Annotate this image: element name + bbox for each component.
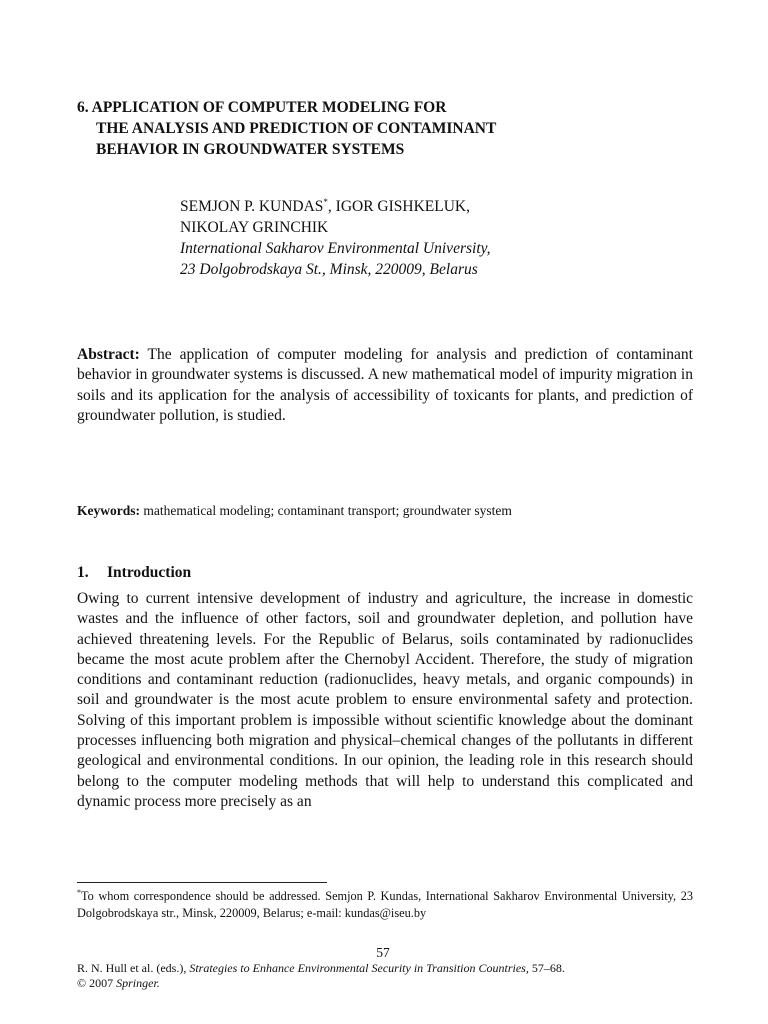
author-name-kundas: SEMJON P. KUNDAS bbox=[180, 198, 324, 215]
section-number: 1. bbox=[77, 563, 89, 581]
footnote-marker-inline: * bbox=[77, 887, 81, 897]
footnote bbox=[77, 888, 693, 922]
keywords-text: mathematical modeling; contaminant transport; groundwater system bbox=[143, 503, 512, 518]
abstract-text: The application of computer modeling for analysis and prediction of contaminant behavior in groundwater systems is discussed. A new mathematical model of impurity migration in soils and its application for the analysis of accessibility of toxicants for plants, and prediction of groundwater pollution, is studied. bbox=[77, 346, 693, 425]
affiliation-line-1: International Sakharov Environmental University, bbox=[180, 240, 491, 257]
citation-line-2 bbox=[77, 976, 717, 991]
copyright-prefix: © 2007 bbox=[77, 976, 114, 990]
citation-footer bbox=[77, 961, 717, 991]
page-number bbox=[0, 944, 768, 961]
citation-book-title: Strategies to Enhance Environmental Security in Transition Countries, bbox=[189, 961, 529, 975]
chapter-title-line-3: BEHAVIOR IN GROUNDWATER SYSTEMS bbox=[96, 141, 405, 158]
footnote-divider bbox=[77, 882, 327, 883]
section-heading-introduction bbox=[77, 562, 191, 583]
citation-line-1 bbox=[77, 961, 717, 976]
footnote-text: To whom correspondence should be addressed. Semjon P. Kundas, International Sakharov Environmental University, 23 Dolgobrodskaya str., Minsk, 220009, Belarus; e-mail: kundas@iseu.by bbox=[77, 889, 693, 920]
section-title: Introduction bbox=[107, 563, 192, 581]
author-names-rest: , IGOR GISHKELUK, bbox=[327, 198, 470, 215]
citation-pages: 57–68. bbox=[531, 961, 565, 975]
author-line-2: NIKOLAY GRINCHIK bbox=[180, 219, 329, 236]
publisher-name: Springer. bbox=[116, 976, 160, 990]
affiliation-line-2: 23 Dolgobrodskaya St., Minsk, 220009, Belarus bbox=[180, 261, 478, 278]
keywords bbox=[77, 501, 693, 520]
chapter-title bbox=[77, 97, 697, 160]
chapter-title-line-2: THE ANALYSIS AND PREDICTION OF CONTAMINANT bbox=[96, 120, 497, 137]
abstract-label: Abstract: bbox=[77, 346, 140, 363]
author-block bbox=[180, 196, 700, 280]
abstract bbox=[77, 345, 693, 427]
footnote-marker: * bbox=[323, 196, 328, 207]
author-line-1 bbox=[180, 196, 700, 217]
chapter-title-line-1: 6. APPLICATION OF COMPUTER MODELING FOR bbox=[77, 99, 447, 116]
body-paragraph: Owing to current intensive development of industry and agriculture, the increase in domestic wastes and the influence of other factors, soil and groundwater depletion, and pollution have achieved threatening levels. For the Republic of Belarus, soils contaminated by radionuclides became the most acute problem after the Chernobyl Accident. Therefore, the study of migration conditions and contaminant reduction (radionuclides, heavy metals, and organic compounds) in soil and groundwater is the most acute problem to ensure environmental safety and protection. Solving of this important problem is impossible without scientific knowledge about the dominant processes influencing both migration and physical–chemical changes of the pollutants in different geological and environmental conditions. In our opinion, the leading role in this research should belong to the computer modeling methods that will help to understand this complicated and dynamic process more precisely as an bbox=[77, 590, 693, 810]
keywords-label: Keywords: bbox=[77, 503, 140, 518]
citation-editors: R. N. Hull et al. (eds.), bbox=[77, 961, 187, 975]
page-number-value: 57 bbox=[376, 945, 390, 960]
